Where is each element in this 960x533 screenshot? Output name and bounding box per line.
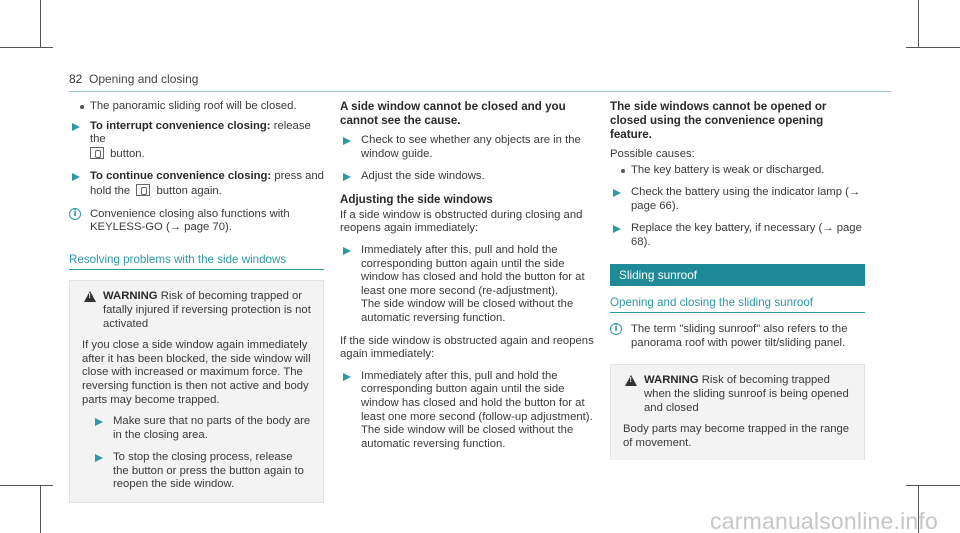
step-arrow-icon [613,225,621,233]
step-interrupt: To interrupt convenience closing: release the button. [69,120,324,162]
warning-triangle-icon [84,291,96,302]
crop-mark [0,47,53,48]
step-arrow-icon [343,247,351,255]
step-arrow-icon [72,123,80,131]
heading-cannot-open: The side windows cannot be opened or closed using the convenience opening feature. [610,100,827,141]
step-arrow-icon [72,173,80,181]
step-arrow-icon [343,373,351,381]
paragraph-obstructed-again: If the side window is obstructed again and reopens again immediately: [340,334,594,361]
column-middle [340,100,598,460]
warning-body: If you close a side window again immediately after it has been blocked, the side window will close with increased or maximum force. The reversing function is then not active and body parts may become trapped. [82,339,311,406]
possible-causes-label: Possible causes: [610,148,695,160]
step-followup: Immediately after this, pull and hold the corresponding button again until the side window has closed and hold the button for at least one more second (follow-up adjustment). The side window will be closed without the automatic reversing function. [340,370,598,452]
step-readjust: Immediately after this, pull and hold the corresponding button again until the side window has closed and hold the button for at least one more second (re-adjustment). The side window will be closed without the automatic reversing function. [340,244,598,326]
note-keyless: i Convenience closing also functions with KEYLESS-GO (→ page 70). [69,208,324,235]
window-switch-icon [90,147,104,159]
list-item: The key battery is weak or discharged. [610,164,865,178]
heading-opening-closing: Opening and closing the sliding sunroof [610,296,865,314]
crop-mark [906,485,960,486]
note-term: i The term "sliding sunroof" also refers to the panorama roof with power tilt/sliding panel. [610,323,865,350]
bullet-icon [80,105,84,109]
heading-adjusting: Adjusting the side windows [340,192,493,206]
chapter-title: Opening and closing [89,72,199,86]
step-adjust: Adjust the side windows. [340,170,598,184]
step-check-objects: Check to see whether any objects are in the window guide. [340,134,598,161]
warning-box [69,280,324,503]
warning-body: Body parts may become trapped in the range of movement. [623,423,850,449]
info-icon: i [610,323,622,335]
warning-step: To stop the closing process, release the button or press the button again to reopen the side window. [92,451,311,492]
warning-step: Make sure that no parts of the body are in the closing area. [92,415,311,442]
warning-box [610,364,865,460]
page-number: 82 [69,72,83,86]
warning-triangle-icon [625,375,637,386]
crop-mark [40,485,41,533]
section-sliding-sunroof: Sliding sunroof [610,264,865,286]
step-arrow-icon [343,137,351,145]
step-continue: To continue convenience closing: press and hold the button again. [69,170,324,198]
bullet-icon [621,169,625,173]
step-replace-battery: Replace the key battery, if necessary (→ page 68). [610,222,865,249]
crop-mark [0,485,53,486]
warning-headline: ! WARNING Risk of becoming trapped or fatally injured if reversing protection is not activated [82,290,311,331]
window-switch-icon [136,184,150,196]
header-rule [69,91,891,92]
step-arrow-icon [613,189,621,197]
step-check-battery: Check the battery using the indicator lamp (→ page 66). [610,186,865,213]
paragraph-obstructed: If a side window is obstructed during closing and reopens again immediately: [340,208,583,235]
info-icon: i [69,208,81,220]
heading-cannot-close: A side window cannot be closed and you cannot see the cause. [340,100,566,127]
step-arrow-icon [95,454,103,462]
crop-mark [40,0,41,48]
page-header [69,72,891,92]
column-left [69,100,324,509]
watermark: carmanualsonline.info [710,508,938,533]
warning-headline: ! WARNING Risk of becoming trapped when the sliding sunroof is being opened and closed [623,374,852,415]
column-right [610,100,865,466]
crop-mark [906,47,960,48]
step-arrow-icon [343,173,351,181]
step-arrow-icon [95,418,103,426]
crop-mark [918,0,919,48]
list-item: The panoramic sliding roof will be closed. [69,100,324,114]
heading-resolving-problems: Resolving problems with the side windows [69,253,324,271]
